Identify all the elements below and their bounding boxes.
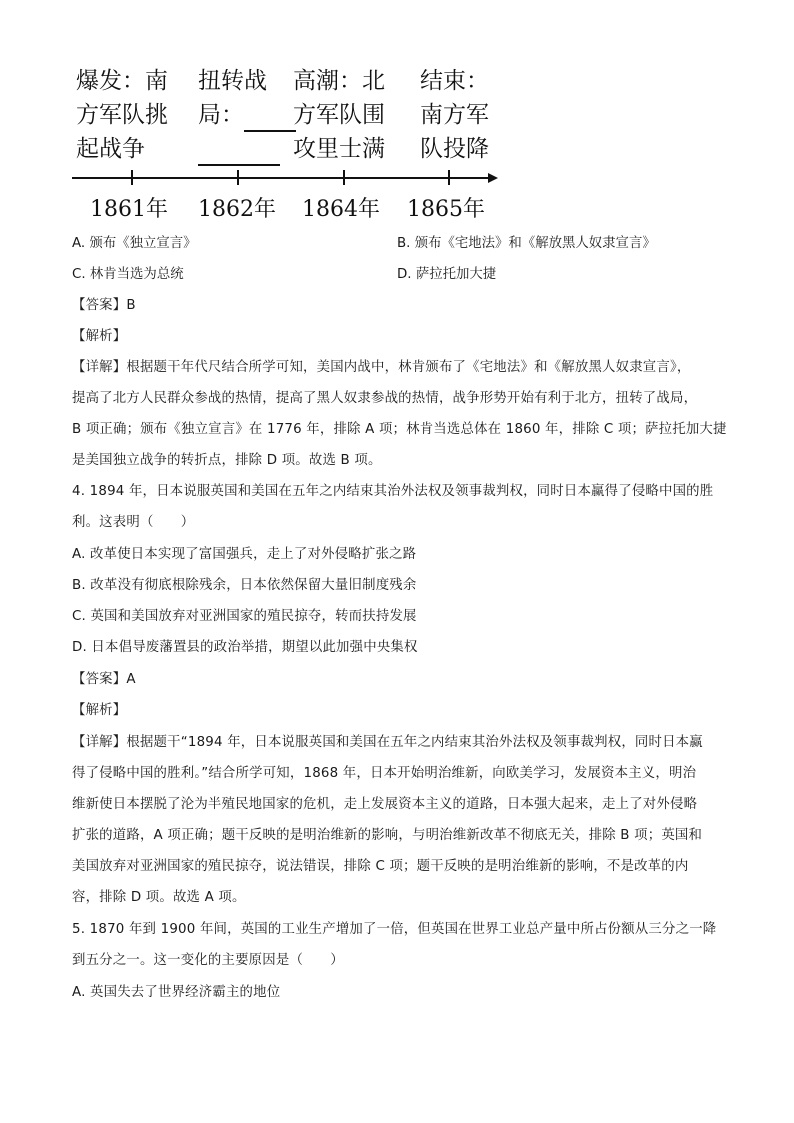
q3-detail-line: 是美国独立战争的转折点，排除 D 项。故选 B 项。	[72, 453, 382, 468]
timeline-year: 1861年	[90, 197, 168, 222]
q5-stem: 5. 1870 年到 1900 年间，英国的工业生产增加了一倍，但英国在世界工业总产量中所占份额从三分之一降	[72, 922, 717, 937]
q3-detail-line: 【详解】根据题干年代尺结合所学可知，美国内战中，林肯颁布了《宅地法》和《解放黑人奴隶宣言》，	[72, 360, 691, 375]
q5-option-a: A. 英国失去了世界经济霸主的地位	[72, 985, 281, 1000]
timeline-event-outbreak: 爆发：南 方军队挑 起战争	[76, 68, 168, 162]
q5-stem: 到五分之一。这一变化的主要原因是（ ）	[72, 953, 344, 968]
q4-detail-line: 得了侵略中国的胜利。”结合所学可知，1868 年，日本开始明治维新，向欧美学习，发展资本主义，明治	[72, 766, 697, 781]
q4-detail-line: 扩张的道路，A 项正确；题干反映的是明治维新的影响，与明治维新改革不彻底无关，排除 B 项；英国和	[72, 828, 703, 843]
answer-blank	[244, 104, 296, 132]
q3-option-a: A. 颁布《独立宣言》	[72, 236, 197, 251]
q4-option-c: C. 英国和美国放弃对亚洲国家的殖民掠夺，转而扶持发展	[72, 609, 417, 624]
q4-option-d: D. 日本倡导废藩置县的政治举措，期望以此加强中央集权	[72, 640, 418, 655]
q4-stem: 4. 1894 年，日本说服英国和美国在五年之内结束其治外法权及领事裁判权，同时日本赢得了侵略中国的胜	[72, 484, 714, 499]
timeline-event-climax: 高潮：北 方军队围 攻里士满	[293, 68, 385, 162]
q4-stem: 利。这表明（ ）	[72, 515, 195, 530]
q3-option-d: D. 萨拉托加大捷	[397, 267, 497, 282]
q3-option-b: B. 颁布《宅地法》和《解放黑人奴隶宣言》	[397, 236, 656, 251]
q4-detail-line: 美国放弃对亚洲国家的殖民掠夺，说法错误，排除 C 项；题干反映的是明治维新的影响，不是改革的内	[72, 859, 689, 874]
timeline-year: 1862年	[198, 197, 276, 222]
q4-detail-line: 维新使日本摆脱了沦为半殖民地国家的危机，走上发展资本主义的道路，日本强大起来，走上了对外侵略	[72, 797, 698, 812]
timeline-event-turning-point: 扭转战 局：	[198, 64, 296, 166]
q4-option-b: B. 改革没有彻底根除残余，日本依然保留大量旧制度残余	[72, 578, 417, 593]
q3-analysis-heading: 【解析】	[72, 329, 127, 344]
answer-blank	[198, 138, 280, 166]
q4-detail-line: 【详解】根据题干“1894 年，日本说服英国和美国在五年之内结束其治外法权及领事裁判权，同时日本赢	[72, 735, 703, 750]
q4-detail-line: 容，排除 D 项。故选 A 项。	[72, 890, 246, 905]
timeline-arrow-icon	[488, 173, 498, 183]
timeline-year: 1864年	[302, 197, 380, 222]
timeline-event-end: 结束： 南方军 队投降	[420, 68, 489, 162]
q4-analysis-heading: 【解析】	[72, 703, 127, 718]
q3-option-c: C. 林肯当选为总统	[72, 267, 184, 282]
q4-option-a: A. 改革使日本实现了富国强兵，走上了对外侵略扩张之路	[72, 547, 417, 562]
timeline-year: 1865年	[407, 197, 485, 222]
q3-detail-line: 提高了北方人民群众参战的热情，提高了黑人奴隶参战的热情，战争形势开始有利于北方，扭转了战局，	[72, 391, 698, 406]
q3-detail-line: B 项正确；颁布《独立宣言》在 1776 年，排除 A 项；林肯当选总体在 1860 年，排除 C 项；萨拉托加大捷	[72, 422, 727, 437]
timeline-axis	[70, 168, 500, 188]
q4-answer: 【答案】A	[72, 672, 136, 687]
q3-answer: 【答案】B	[72, 298, 136, 313]
